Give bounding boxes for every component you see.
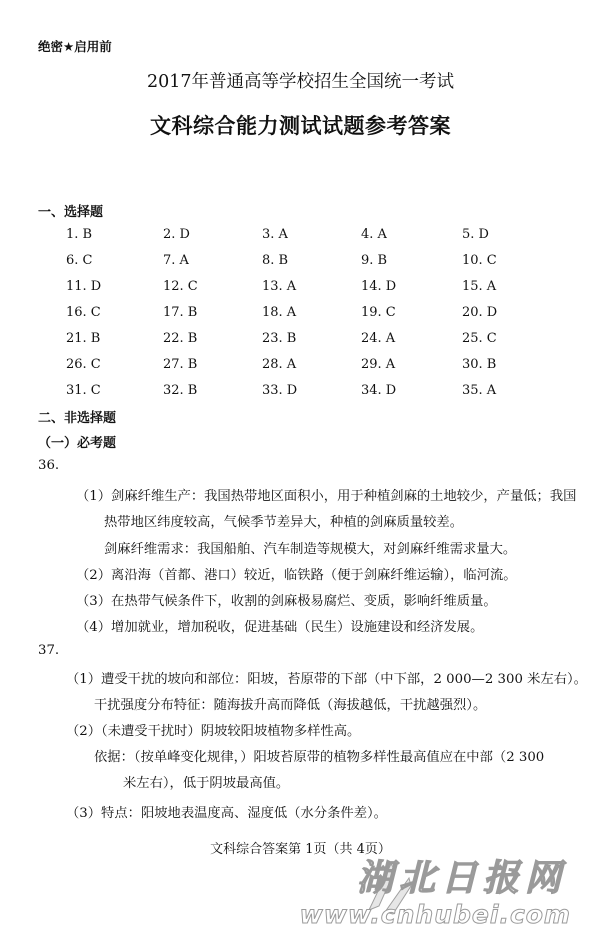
answer-item: 16. C <box>66 305 101 320</box>
sub-heading-required: （一）必考题 <box>38 436 117 451</box>
q37-line-1: （1）遭受干扰的坡向和部位：阳坡，苔原带的下部（中下部，2 000—2 300 米左右）。 <box>66 672 587 687</box>
answer-item: 23. B <box>262 331 297 346</box>
answer-item: 9. B <box>361 253 388 268</box>
answer-item: 34. D <box>361 383 397 398</box>
answer-item: 21. B <box>66 331 101 346</box>
q37-line-3: （2）（未遭受干扰时）阴坡较阳坡植物多样性高。 <box>66 724 361 739</box>
answer-item: 8. B <box>262 253 289 268</box>
q36-line-6: （4）增加就业，增加税收，促进基础（民生）设施建设和经济发展。 <box>76 620 484 635</box>
answer-item: 24. A <box>361 331 396 346</box>
answer-item: 30. B <box>462 357 497 372</box>
answer-item: 1. B <box>66 227 93 242</box>
answer-item: 33. D <box>262 383 298 398</box>
question-37-number: 37. <box>38 643 60 658</box>
answer-item: 27. B <box>163 357 198 372</box>
answer-item: 11. D <box>66 279 102 294</box>
section-heading-nonchoice: 二、非选择题 <box>38 411 117 426</box>
answer-item: 7. A <box>163 253 189 268</box>
answer-item: 35. A <box>462 383 497 398</box>
answer-item: 13. A <box>262 279 297 294</box>
answer-item: 19. C <box>361 305 396 320</box>
answer-item: 28. A <box>262 357 297 372</box>
answer-item: 5. D <box>462 227 489 242</box>
answer-item: 29. A <box>361 357 396 372</box>
q36-line-1: （1）剑麻纤维生产：我国热带地区面积小，用于种植剑麻的土地较少，产量低；我国 <box>76 489 577 504</box>
answer-item: 32. B <box>163 383 198 398</box>
q36-line-2: 热带地区纬度较高，气候季节差异大，种植的剑麻质量较差。 <box>104 515 464 530</box>
q37-line-4: 依据：（按单峰变化规律，）阳坡苔原带的植物多样性最高值应在中部（2 300 <box>94 750 545 765</box>
q36-line-5: （3）在热带气候条件下，收割的剑麻极易腐烂、变质，影响纤维质量。 <box>76 594 497 609</box>
secret-label: 绝密★启用前 <box>38 39 112 54</box>
answer-item: 17. B <box>163 305 198 320</box>
answer-item: 14. D <box>361 279 397 294</box>
answer-item: 2. D <box>163 227 190 242</box>
exam-title: 2017年普通高等学校招生全国统一考试 <box>146 72 455 92</box>
section-heading-choice: 一、选择题 <box>38 205 104 220</box>
page-footer: 文科综合答案第 1页（共 4页） <box>210 842 391 857</box>
answer-item: 6. C <box>66 253 93 268</box>
answer-item: 4. A <box>361 227 387 242</box>
answer-item: 20. D <box>462 305 498 320</box>
answer-item: 15. A <box>462 279 497 294</box>
answer-item: 25. C <box>462 331 497 346</box>
q37-line-5: 米左右），低于阴坡最高值。 <box>123 776 290 791</box>
answer-item: 3. A <box>262 227 288 242</box>
watermark-name: 湖北日报网 <box>356 858 567 899</box>
answer-item: 12. C <box>163 279 198 294</box>
answer-item: 22. B <box>163 331 198 346</box>
answer-item: 18. A <box>262 305 297 320</box>
question-36-number: 36. <box>38 458 60 473</box>
answer-item: 31. C <box>66 383 101 398</box>
answer-item: 10. C <box>462 253 497 268</box>
document-subtitle: 文科综合能力测试试题参考答案 <box>150 114 451 138</box>
q36-line-4: （2）离沿海（首都、港口）较近，临铁路（便于剑麻纤维运输），临河流。 <box>76 568 517 583</box>
q37-line-6: （3）特点：阳坡地表温度高、湿度低（水分条件差）。 <box>66 806 387 821</box>
q36-line-3: 剑麻纤维需求：我国船舶、汽车制造等规模大，对剑麻纤维需求量大。 <box>104 542 517 557</box>
q37-line-2: 干扰强度分布特征：随海拔升高而降低（海拔越低，干扰越强烈）。 <box>94 698 487 713</box>
answer-item: 26. C <box>66 357 101 372</box>
watermark-url: www.cnhubei.com <box>299 900 571 929</box>
